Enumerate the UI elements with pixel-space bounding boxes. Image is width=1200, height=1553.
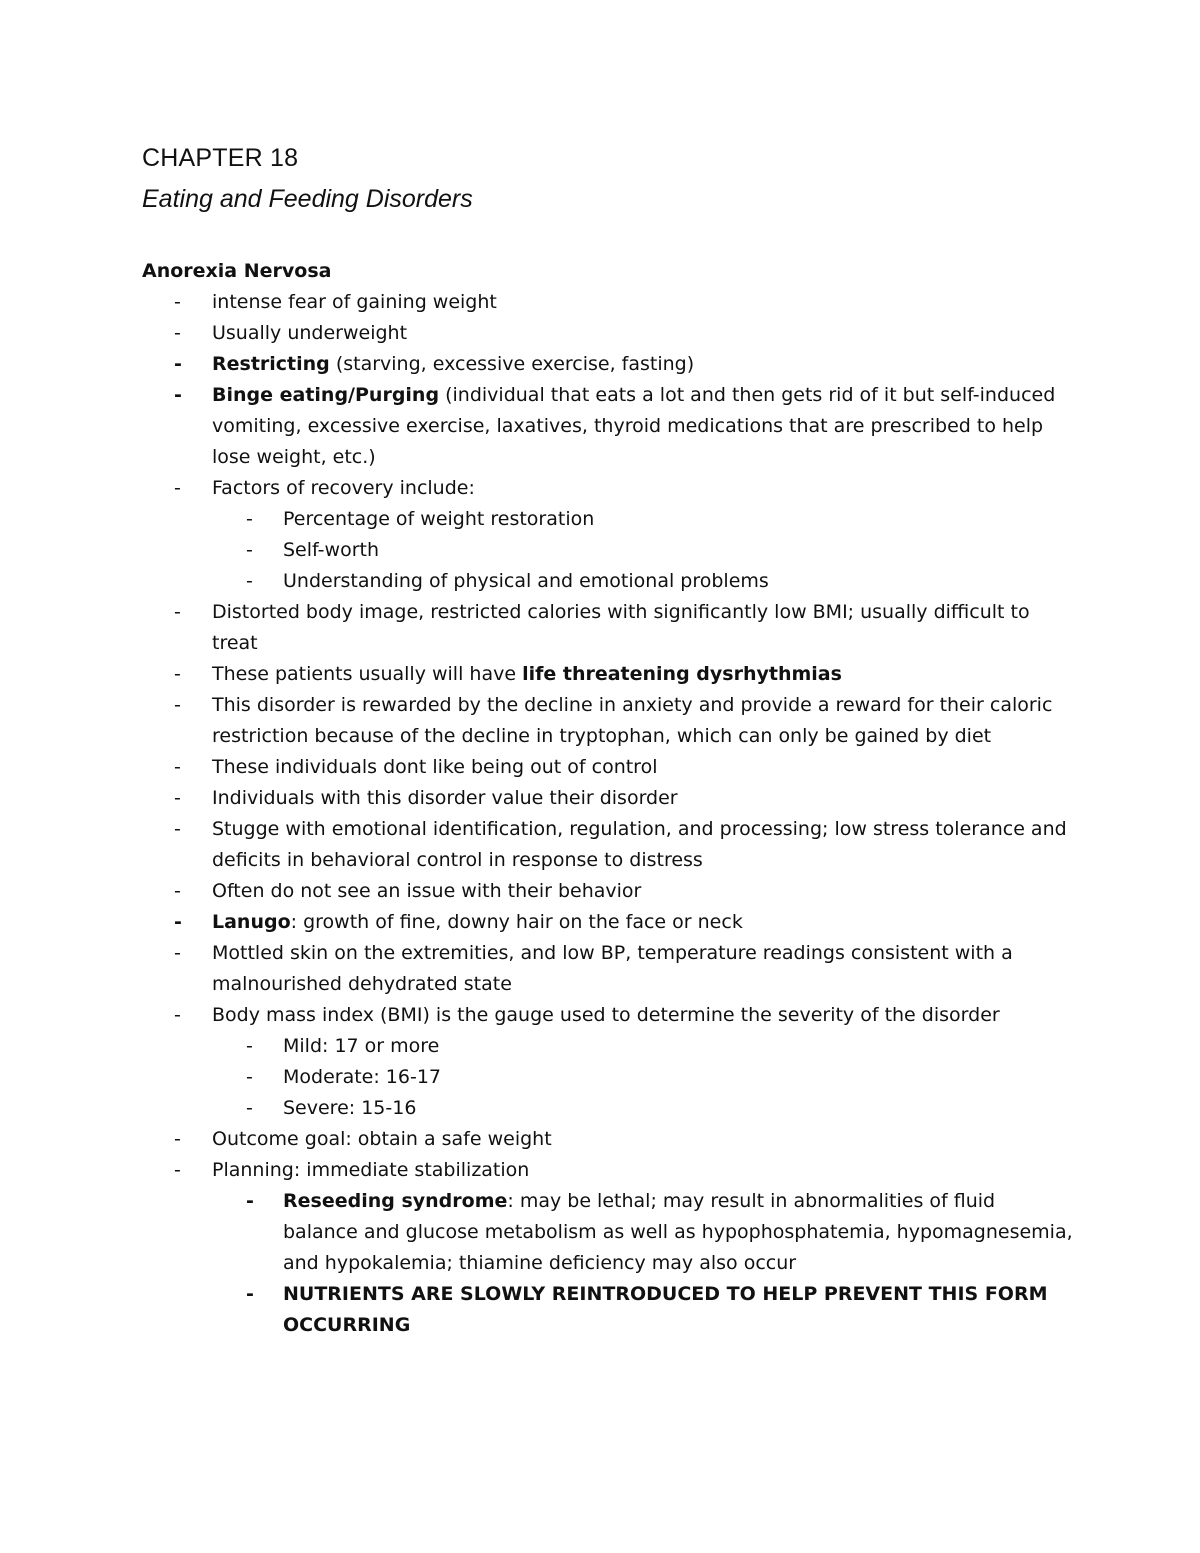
item-text: Often do not see an issue with their behavior <box>212 880 642 902</box>
list-item <box>0 752 1072 783</box>
item-text: (individual that eats a lot and then gets rid of it but self-induced vomiting, excessive exercise, laxatives, thyroid medications that are prescribed to help lose weight, etc.) <box>212 384 1056 468</box>
bullet-dash: - <box>174 477 181 499</box>
item-text: Usually underweight <box>212 322 408 344</box>
list-item <box>0 690 1072 752</box>
bullet-dash: - <box>174 291 181 313</box>
bullet-dash: - <box>246 1066 253 1088</box>
item-text: Body mass index (BMI) is the gauge used to determine the severity of the disorder <box>212 1004 1000 1026</box>
item-text: Mottled skin on the extremities, and low BP, temperature readings consistent with a malnourished dehydrated state <box>212 942 1013 995</box>
bullet-dash: - <box>246 570 253 592</box>
list-item <box>0 380 1072 473</box>
bullet-dash: - <box>174 384 182 406</box>
bullet-dash: - <box>174 942 181 964</box>
item-text: Planning: immediate stabilization <box>212 1159 530 1181</box>
bullet-dash: - <box>174 756 181 778</box>
list-item <box>0 318 1072 349</box>
bullet-dash: - <box>174 880 181 902</box>
notes-list <box>0 287 1200 1341</box>
list-item <box>0 504 1073 535</box>
item-text: Distorted body image, restricted calories with significantly low BMI; usually difficult to treat <box>212 601 1030 654</box>
bullet-dash: - <box>174 353 182 375</box>
bold-term: Lanugo <box>212 911 291 933</box>
list-item <box>0 597 1072 659</box>
bullet-dash: - <box>246 1035 253 1057</box>
item-text: (starving, excessive exercise, fasting) <box>329 353 695 375</box>
bold-term: Binge eating/Purging <box>212 384 440 406</box>
bullet-dash: - <box>246 1097 253 1119</box>
bullet-dash: - <box>174 1004 181 1026</box>
bold-term: life threatening dysrhythmias <box>522 663 842 685</box>
bullet-dash: - <box>174 322 181 344</box>
list-item <box>0 814 1072 876</box>
list-item <box>0 473 1072 504</box>
item-text: Factors of recovery include: <box>212 477 475 499</box>
item-text: Individuals with this disorder value their disorder <box>212 787 678 809</box>
bold-term: Reseeding syndrome <box>283 1190 508 1212</box>
list-item <box>0 659 1072 690</box>
bullet-dash: - <box>174 663 181 685</box>
item-text: Understanding of physical and emotional problems <box>283 570 769 592</box>
bullet-dash: - <box>174 787 181 809</box>
bullet-dash: - <box>174 1159 181 1181</box>
list-item <box>0 535 1073 566</box>
bold-term: NUTRIENTS ARE SLOWLY REINTRODUCED TO HELP PREVENT THIS FORM OCCURRING <box>283 1283 1048 1336</box>
bullet-dash: - <box>174 1128 181 1150</box>
item-text: Outcome goal: obtain a safe weight <box>212 1128 552 1150</box>
item-text: These individuals dont like being out of control <box>212 756 658 778</box>
bullet-dash: - <box>174 601 181 623</box>
list-item <box>0 1000 1072 1031</box>
item-text: intense fear of gaining weight <box>212 291 497 313</box>
section-heading: Anorexia Nervosa <box>142 260 332 282</box>
list-item <box>0 287 1072 318</box>
bullet-dash: - <box>174 818 181 840</box>
bullet-dash: - <box>246 1283 254 1305</box>
item-text: Self-worth <box>283 539 380 561</box>
list-item <box>0 1155 1072 1186</box>
bold-term: Restricting <box>212 353 330 375</box>
list-item <box>0 1279 1073 1341</box>
item-text: Stugge with emotional identification, regulation, and processing; low stress tolerance and deficits in behavioral control in response to distress <box>212 818 1067 871</box>
bullet-dash: - <box>246 539 253 561</box>
item-text: Mild: 17 or more <box>283 1035 440 1057</box>
bullet-dash: - <box>246 1190 254 1212</box>
item-text: Percentage of weight restoration <box>283 508 595 530</box>
list-item <box>0 907 1072 938</box>
list-item <box>0 566 1073 597</box>
chapter-subtitle: Eating and Feeding Disorders <box>142 185 473 213</box>
bullet-dash: - <box>174 911 182 933</box>
item-text: This disorder is rewarded by the decline in anxiety and provide a reward for their caloric restriction because of the decline in tryptophan, which can only be gained by diet <box>212 694 1053 747</box>
item-text: Moderate: 16-17 <box>283 1066 442 1088</box>
item-text: : growth of fine, downy hair on the face or neck <box>290 911 743 933</box>
list-item <box>0 876 1072 907</box>
list-item <box>0 1186 1073 1279</box>
item-text: These patients usually will have <box>212 663 523 685</box>
item-text: Severe: 15-16 <box>283 1097 417 1119</box>
list-item <box>0 1062 1073 1093</box>
chapter-heading: CHAPTER 18 <box>142 144 299 172</box>
bullet-dash: - <box>246 508 253 530</box>
item-text: : may be lethal; may result in abnormalities of fluid balance and glucose metabolism as well as hypophosphatemia, hypomagnesemia, and hypokalemia; thiamine deficiency may also occur <box>283 1190 1073 1274</box>
list-item <box>0 349 1072 380</box>
list-item <box>0 1031 1073 1062</box>
list-item <box>0 1124 1072 1155</box>
bullet-dash: - <box>174 694 181 716</box>
list-item <box>0 1093 1073 1124</box>
list-item <box>0 938 1072 1000</box>
list-item <box>0 783 1072 814</box>
